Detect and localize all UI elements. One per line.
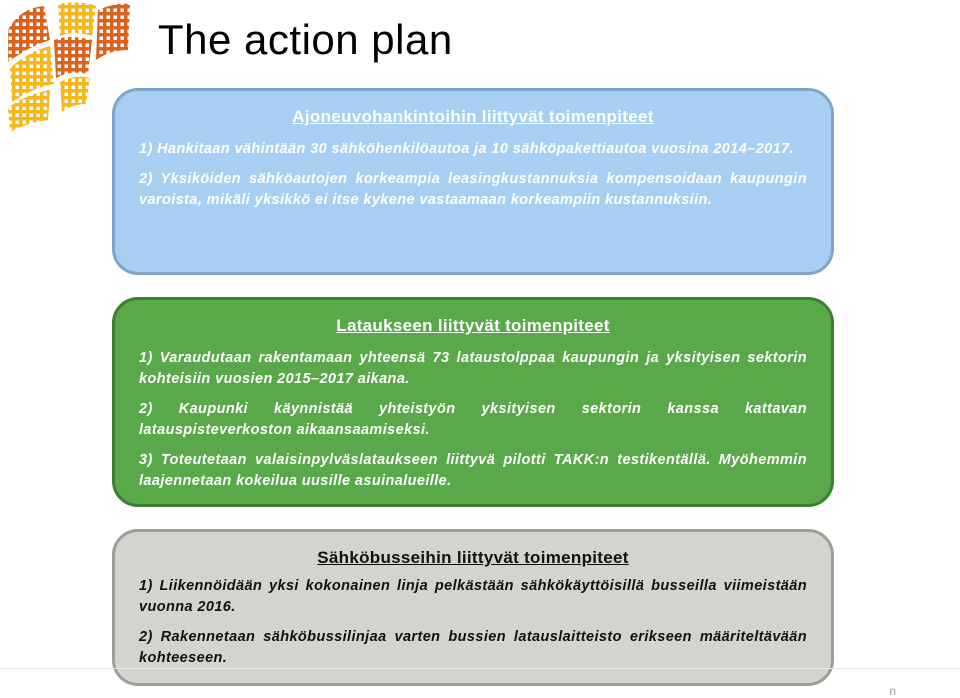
list-item: 2) Rakennetaan sähköbussilinjaa varten bussien latauslaitteisto erikseen määriteltävään kohteeseen. bbox=[139, 629, 807, 666]
panel-heading: Lataukseen liittyvät toimenpiteet bbox=[336, 316, 610, 335]
list-item: 2) Yksiköiden sähköautojen korkeampia leasingkustannuksia kompensoidaan kaupungin varoista, mikäli yksikkö ei itse kykene vastaamaan korkeampiin kustannuksiin. bbox=[139, 171, 807, 208]
list-item: 1) Liikennöidään yksi kokonainen linja pelkästään sähkökäyttöisillä busseilla viimeistään vuonna 2016. bbox=[139, 578, 807, 615]
list-item: 1) Hankitaan vähintään 30 sähköhenkilöautoa ja 10 sähköpakettiautoa vuosina 2014–2017. bbox=[139, 141, 794, 157]
list-item: 3) Toteutetaan valaisinpylväslataukseen liittyvä pilotti TAKK:n testikentällä. Myöhemmin laajennetaan kokeilua uusille asuinalueille. bbox=[139, 452, 807, 489]
panel-heading: Sähköbusseihin liittyvät toimenpiteet bbox=[317, 548, 629, 567]
panel-heading: Ajoneuvohankintoihin liittyvät toimenpiteet bbox=[292, 107, 654, 126]
electric-bus-panel bbox=[112, 529, 834, 686]
list-item: 2) Kaupunki käynnistää yhteistyön yksityisen sektorin kanssa kattavan latauspisteverkoston aikaansaamiseksi. bbox=[139, 401, 807, 438]
charging-panel bbox=[112, 297, 834, 507]
footer-mark: n bbox=[889, 684, 896, 698]
page-title: The action plan bbox=[158, 16, 453, 63]
vehicle-procurement-panel bbox=[112, 88, 834, 275]
footer-divider bbox=[0, 668, 960, 669]
list-item: 1) Varaudutaan rakentamaan yhteensä 73 lataustolppaa kaupungin ja yksityisen sektorin kohteisiin vuosien 2015–2017 aikana. bbox=[139, 350, 807, 387]
